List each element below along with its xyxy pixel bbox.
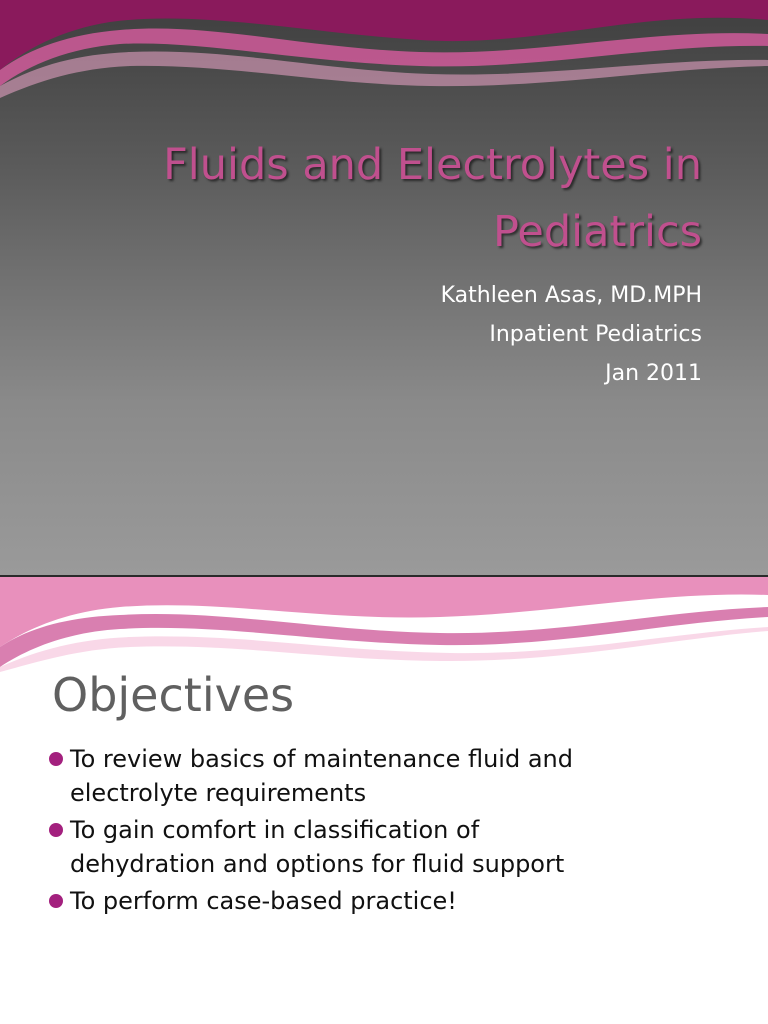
objectives-list xyxy=(46,742,746,921)
presentation-date: Jan 2011 xyxy=(605,361,702,386)
slide-subtitle xyxy=(202,276,702,393)
list-item-text-line: electrolyte requirements xyxy=(70,779,367,807)
round-bullet-icon xyxy=(49,823,63,837)
objectives-heading: Objectives xyxy=(52,668,295,722)
department: Inpatient Pediatrics xyxy=(489,322,702,347)
list-item xyxy=(46,742,746,810)
round-bullet-icon xyxy=(49,752,63,766)
slide-1-wave-decoration xyxy=(0,0,768,110)
list-item-text-line: dehydration and options for fluid support xyxy=(70,850,565,878)
slide-2 xyxy=(0,577,768,1024)
list-item-text-line: To review basics of maintenance fluid and xyxy=(70,745,573,773)
slide-2-wave-decoration xyxy=(0,577,768,672)
list-item xyxy=(46,884,746,918)
slide-title-line-2: Pediatrics xyxy=(493,207,702,257)
author-name: Kathleen Asas, MD.MPH xyxy=(440,283,702,308)
round-bullet-icon xyxy=(49,894,63,908)
list-item xyxy=(46,813,746,881)
slide-title xyxy=(22,132,702,266)
slide-title-line-1: Fluids and Electrolytes in xyxy=(163,140,702,190)
list-item-text-line: To gain comfort in classification of xyxy=(70,816,480,844)
list-item-text-line: To perform case-based practice! xyxy=(70,887,457,915)
